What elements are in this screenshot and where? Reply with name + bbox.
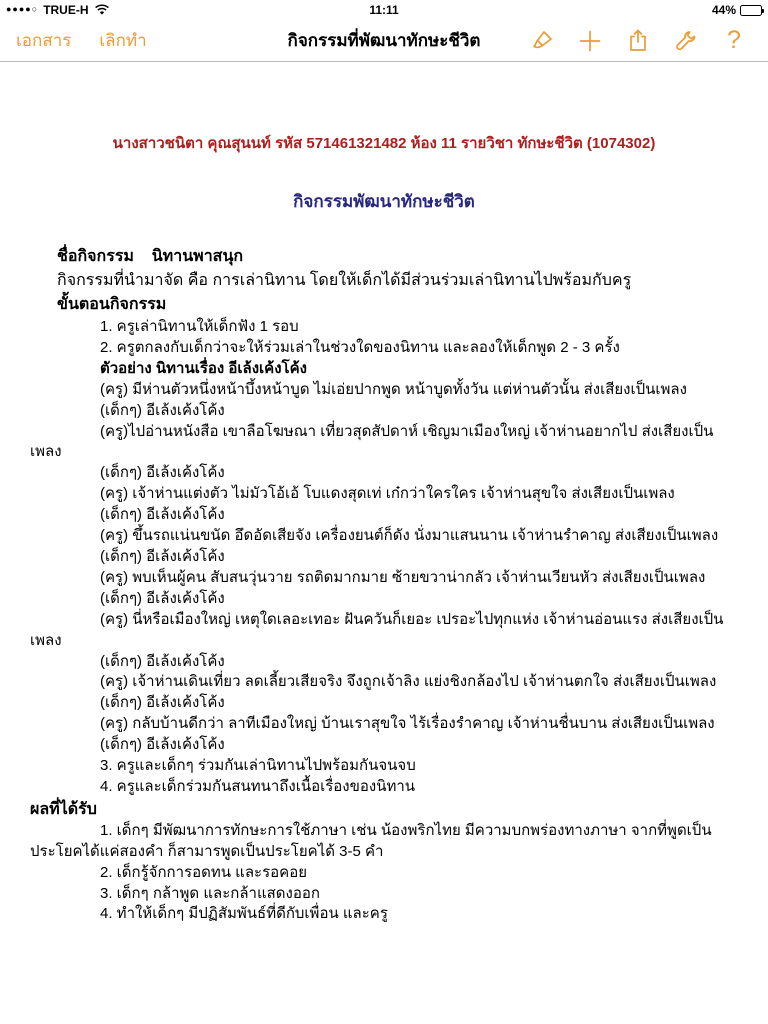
document-line: ตัวอย่าง นิทานเรื่อง อีเล้งเค้งโค้ง <box>100 359 307 377</box>
document-line: เพลง <box>30 631 62 649</box>
document-line: (ครู) นี่หรือเมืองใหญ่ เหตุใดเลอะเทอะ ฝันควันก็เยอะ เปรอะไปทุกแห่ง เจ้าห่านอ่อนแรง ส่งเสียงเป็น <box>100 610 724 628</box>
document-line: (เด็กๆ) อีเล้งเค้งโค้ง <box>100 694 225 712</box>
document-line: เพลง <box>30 443 62 461</box>
document-line: ประโยคได้แค่สองคำ ก็สามารพูดเป็นประโยคได้ 3-5 คำ <box>30 842 384 860</box>
document-line: 4. ครูและเด็กร่วมกันสนทนาถึงเนื้อเรื่องของนิทาน <box>100 777 416 795</box>
help-icon[interactable]: ? <box>727 26 741 54</box>
document-line: (เด็กๆ) อีเล้งเค้งโค้ง <box>100 464 225 482</box>
document-body <box>30 245 730 925</box>
document-line: (เด็กๆ) อีเล้งเค้งโค้ง <box>100 506 225 524</box>
document-title: กิจกรรมที่พัฒนาทักษะชีวิต <box>287 31 481 50</box>
document-line: 4. ทำให้เด็กๆ มีปฏิสัมพันธ์ที่ดีกับเพื่อน และครู <box>100 905 388 923</box>
documents-button[interactable]: เอกสาร <box>16 31 72 50</box>
document-line: (เด็กๆ) อีเล้งเค้งโค้ง <box>100 652 225 670</box>
tools-wrench-icon[interactable] <box>662 23 710 59</box>
document-canvas[interactable] <box>0 63 768 1024</box>
student-header-line: นางสาวชนิตา คุณสุนนท์ รหัส 571461321482 ห้อง 11 รายวิชา ทักษะชีวิต (1074302) <box>112 135 656 152</box>
document-line: (ครู) พบเห็นผู้คน สับสนวุ่นวาย รถติดมากมาย ซ้ายขวาน่ากลัว เจ้าห่านเวียนหัว ส่งเสียงเป็นเพลง <box>100 568 706 586</box>
app-toolbar <box>0 20 768 62</box>
document-line: (เด็กๆ) อีเล้งเค้งโค้ง <box>100 401 225 419</box>
battery-percent: 44% <box>711 3 736 17</box>
carrier-label: TRUE-H <box>43 3 89 17</box>
insert-plus-icon[interactable] <box>566 23 614 59</box>
document-line: ชื่อกิจกรรม นิทานพาสนุก <box>57 248 244 265</box>
document-line: (เด็กๆ) อีเล้งเค้งโค้ง <box>100 547 225 565</box>
document-line: กิจกรรมที่นำมาจัด คือ การเล่านิทาน โดยให้เด็กได้มีส่วนร่วมเล่านิทานไปพร้อมกับครู <box>57 272 632 289</box>
document-line: 3. เด็กๆ กล้าพูด และกล้าแสดงออก <box>100 884 320 902</box>
document-line: (เด็กๆ) อีเล้งเค้งโค้ง <box>100 589 225 607</box>
document-line: (ครู) กลับบ้านดีกว่า ลาทีเมืองใหญ่ บ้านเราสุขใจ ไร้เรื่องรำคาญ เจ้าห่านชื่นบาน ส่งเสียงเป็นเพลง <box>100 715 715 733</box>
document-line: (เด็กๆ) อีเล้งเค้งโค้ง <box>100 736 225 754</box>
wifi-icon <box>94 4 110 16</box>
document-line: ขั้นตอนกิจกรรม <box>57 296 167 313</box>
document-line: ผลที่ได้รับ <box>30 800 97 818</box>
document-line: (ครู) ขึ้นรถแน่นขนัด อึดอัดเสียจัง เครื่องยนต์ก็ดัง นั่งมาแสนนาน เจ้าห่านรำคาญ ส่งเสียงเป็นเพลง <box>100 527 719 545</box>
document-line: (ครู) มีห่านตัวหนึ่งหน้าบึ้งหน้าบูด ไม่เอ่ยปากพูด หน้าบูดทั้งวัน แต่ห่านตัวนั้น ส่งเสียงเป็นเพลง <box>100 380 687 398</box>
document-line: (ครู) เจ้าห่านเดินเที่ยว ลดเลี้ยวเสียจริง จึงถูกเจ้าลิง แย่งชิงกล้องไป เจ้าห่านตกใจ ส่งเสียงเป็นเพลง <box>100 673 717 691</box>
document-line: 1. เด็กๆ มีพัฒนาการทักษะการใช้ภาษา เช่น น้องพริกไทย มีความบกพร่องทางภาษา จากที่พูดเป็น <box>100 821 712 839</box>
document-line: 2. เด็กรู้จักการอดทน และรอคอย <box>100 863 307 881</box>
status-bar <box>0 0 768 20</box>
document-line: (ครู)ไปอ่านหนังสือ เขาลือโฆษณา เที่ยวสุดสัปดาห์ เชิญมาเมืองใหญ่ เจ้าห่านอยากไป ส่งเสียงเป็น <box>100 422 714 440</box>
document-line: 1. ครูเล่านิทานให้เด็กฟัง 1 รอบ <box>100 318 299 335</box>
activity-title: กิจกรรมพัฒนาทักษะชีวิต <box>293 192 475 211</box>
battery-icon <box>740 5 762 16</box>
document-line: (ครู) เจ้าห่านแต่งตัว ไม่มัวโอ้เอ้ โบแดงสุดเท่ เก๋กว่าใครใคร เจ้าห่านสุขใจ ส่งเสียงเป็นเพลง <box>100 485 675 503</box>
document-line: 2. ครูตกลงกับเด็กว่าจะให้ร่วมเล่าในช่วงใดของนิทาน และลองให้เด็กพูด 2 - 3 ครั้ง <box>100 338 620 356</box>
cell-signal-icon: ●●●●○ <box>6 4 39 14</box>
clock: 11:11 <box>369 3 399 17</box>
undo-button[interactable]: เลิกทำ <box>99 31 147 50</box>
format-brush-icon[interactable] <box>518 23 566 59</box>
document-line: 3. ครูและเด็กๆ ร่วมกันเล่านิทานไปพร้อมกันจนจบ <box>100 757 416 775</box>
share-icon[interactable] <box>614 23 662 59</box>
